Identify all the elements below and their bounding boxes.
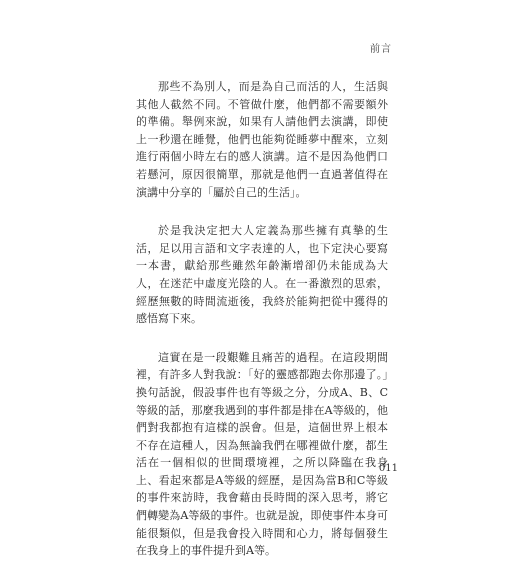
paragraph-2: 於是我決定把大人定義為那些擁有真摯的生活，足以用言語和文字表達的人，也下定決心要寫一本書，獻給那些雖然年齡漸增卻仍未能成為大人，在迷茫中虛度光陰的人。在一番激烈的思索，經歷無數的時間流逝後，我終於能夠把從中獲得的感悟寫下來。: [136, 224, 388, 326]
body-text: [136, 78, 388, 581]
page-number: 011: [378, 463, 398, 474]
paragraph-1: 那些不為別人，而是為自己而活的人，生活與其他人截然不同。不管做什麼，他們都不需要額外的準備。舉例來說，如果有人請他們去演講，即使上一秒還在睡覺，他們也能夠從睡夢中醒來，立刻進行兩個小時左右的感人演講。這不是因為他們口若懸河，原因很簡單，那就是他們一直過著值得在演講中分享的「屬於自己的生活」。: [136, 80, 388, 199]
paragraph-3: 這實在是一段艱難且痛苦的過程。在這段期間裡，有許多人對我說：「好的靈感都跑去你那邊了。」換句話說，假設事件也有等級之分，分成A、B、C等級的話，那麼我遇到的事件都是排在A等級的，他們對我都抱有這樣的誤會。但是，這個世界上根本不存在這種人，因為無論我們在哪裡做什麼，都生活在一個相似的世間環境裡，之所以降臨在我身上、看起來都是A等級的經歷，是因為當B和C等級的事件來訪時，我會藉由長時間的深入思考，將它們轉變為A等級的事件。也就是說，即使事件本身可能很類似，但是我會投入時間和心力，將每個發生在我身上的事件提升到A等。: [136, 350, 388, 558]
section-title: 前言: [370, 44, 392, 55]
